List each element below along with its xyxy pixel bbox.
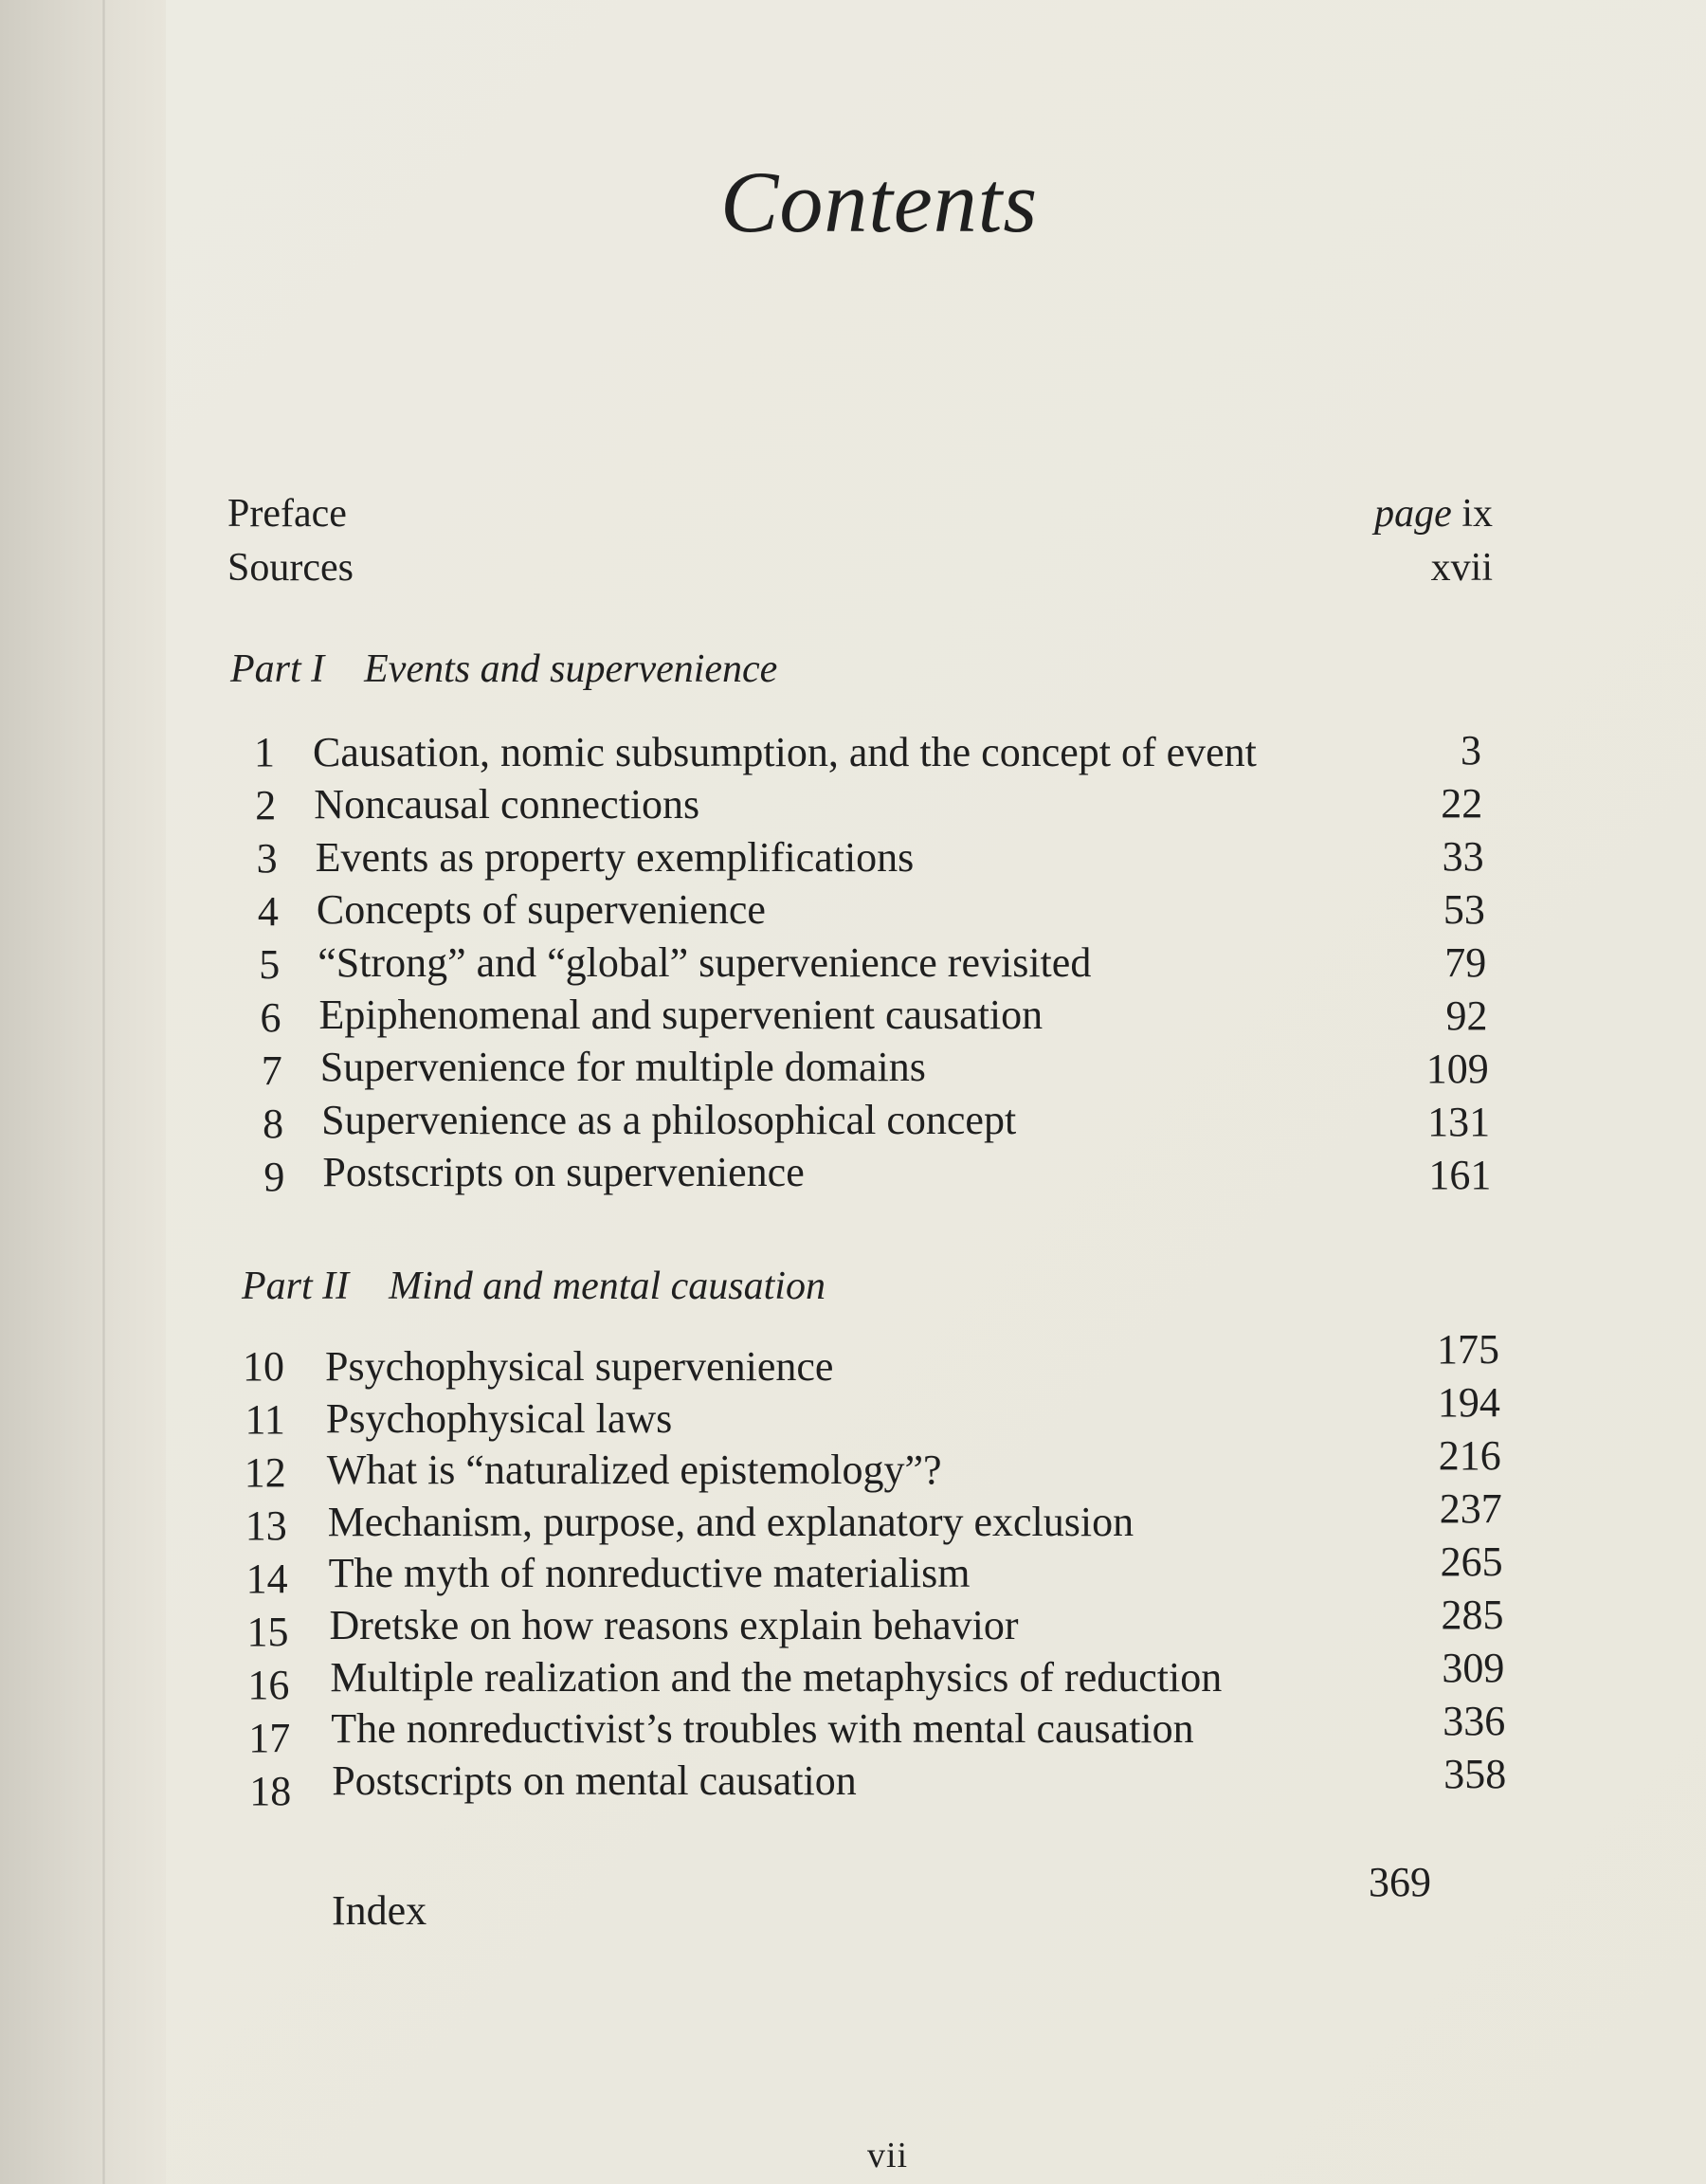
binding-gutter (0, 0, 166, 2184)
chapter-number: 17 (248, 1715, 291, 1761)
chapter-number: 14 (245, 1556, 288, 1602)
toc-page: 369 (1369, 1859, 1431, 1905)
chapter-page: 131 (1427, 1099, 1491, 1145)
chapter-page: 194 (1437, 1379, 1500, 1426)
chapter-page: 237 (1439, 1485, 1502, 1532)
toc-page-number: ix (1461, 492, 1493, 536)
chapter-page: 79 (1444, 939, 1487, 986)
page-prefix: page (1374, 492, 1452, 536)
chapter-page: 33 (1442, 833, 1484, 880)
chapter-page: 265 (1440, 1538, 1503, 1585)
part-title: Mind and mental causation (389, 1265, 826, 1308)
chapter-number: 3 (256, 835, 278, 882)
chapter-number: 16 (247, 1662, 290, 1708)
toc-title: Index (332, 1887, 427, 1934)
chapter-title: What is “naturalized epistemology”? (326, 1447, 942, 1494)
chapter-number: 4 (257, 888, 279, 935)
chapter-title: “Strong” and “global” supervenience revisited (318, 938, 1092, 986)
chapter-page: 109 (1425, 1046, 1489, 1092)
chapter-number: 2 (255, 782, 277, 828)
toc-row-chapter[interactable] (218, 728, 1545, 781)
toc-row-sources[interactable] (227, 545, 1493, 598)
chapter-page: 92 (1445, 992, 1488, 1039)
toc-row-chapter[interactable] (218, 781, 1545, 834)
toc-row-index[interactable] (332, 1859, 1526, 1939)
page-edge-shadow (102, 0, 105, 2184)
toc-row-chapter[interactable] (218, 834, 1545, 887)
chapter-page: 3 (1461, 727, 1481, 774)
chapter-title: The nonreductivist’s troubles with mental causation (331, 1705, 1194, 1753)
chapter-number: 10 (243, 1343, 284, 1390)
chapter-title: Supervenience as a philosophical concept (321, 1096, 1017, 1143)
chapter-title: Events as property exemplifications (315, 833, 915, 881)
part-title: Events and supervenience (364, 647, 778, 691)
page-folio: vii (867, 2136, 909, 2175)
toc-label: Sources (227, 546, 354, 590)
chapter-title: Concepts of supervenience (316, 886, 766, 934)
chapter-title: Postscripts on supervenience (322, 1149, 805, 1196)
chapter-page: 22 (1441, 780, 1483, 827)
chapter-page: 175 (1437, 1326, 1499, 1373)
chapter-number: 1 (254, 729, 275, 775)
chapter-title: Mechanism, purpose, and explanatory exclusion (327, 1498, 1134, 1545)
toc-row-chapter[interactable] (227, 1751, 1554, 1820)
chapter-number: 7 (261, 1047, 282, 1094)
chapter-page: 358 (1443, 1751, 1507, 1797)
toc-row-chapter[interactable] (218, 993, 1545, 1046)
chapter-title: Psychophysical supervenience (325, 1343, 834, 1390)
chapter-number: 18 (249, 1768, 292, 1814)
toc-row-preface[interactable] (227, 491, 1493, 544)
chapter-page: 336 (1443, 1698, 1506, 1744)
chapter-title: Causation, nomic subsumption, and the concept of event (313, 729, 1257, 775)
chapter-number: 6 (260, 994, 281, 1041)
chapter-title: The myth of nonreductive materialism (328, 1550, 971, 1597)
chapter-number: 11 (245, 1396, 285, 1443)
chapter-title: Dretske on how reasons explain behavior (329, 1602, 1019, 1648)
chapter-title: Noncausal connections (314, 781, 700, 828)
chapter-title: Multiple realization and the metaphysics of reduction (330, 1653, 1223, 1701)
chapter-title: Epiphenomenal and supervenient causation (318, 992, 1044, 1038)
part-heading (230, 646, 777, 692)
chapter-page: 216 (1438, 1432, 1501, 1479)
chapter-page: 161 (1428, 1152, 1492, 1198)
part-label: Part I (230, 647, 325, 691)
chapter-title: Psychophysical laws (325, 1394, 673, 1442)
chapter-number: 15 (246, 1609, 289, 1655)
chapter-number: 9 (263, 1154, 285, 1200)
chapter-number: 13 (245, 1502, 287, 1549)
part-heading (242, 1264, 826, 1309)
toc-page (1431, 545, 1493, 591)
part-label: Part II (242, 1265, 350, 1308)
chapter-page: 285 (1441, 1592, 1504, 1638)
toc-page-number: xvii (1430, 546, 1493, 590)
toc-row-chapter[interactable] (218, 887, 1545, 940)
chapter-number: 5 (259, 941, 281, 988)
toc-row-chapter[interactable] (218, 940, 1545, 993)
toc-page (1374, 491, 1493, 537)
chapter-title: Supervenience for multiple domains (319, 1044, 926, 1091)
toc-label: Preface (227, 492, 347, 536)
toc-row-chapter[interactable] (218, 1096, 1545, 1153)
page-title: Contents (720, 154, 1039, 250)
chapter-title: Postscripts on mental causation (332, 1756, 857, 1804)
toc-row-chapter[interactable] (218, 1046, 1545, 1100)
chapter-page: 53 (1443, 886, 1485, 933)
chapter-page: 309 (1442, 1645, 1505, 1691)
chapter-number: 12 (244, 1449, 286, 1496)
chapter-number: 8 (263, 1101, 284, 1147)
toc-row-chapter[interactable] (218, 1149, 1545, 1206)
